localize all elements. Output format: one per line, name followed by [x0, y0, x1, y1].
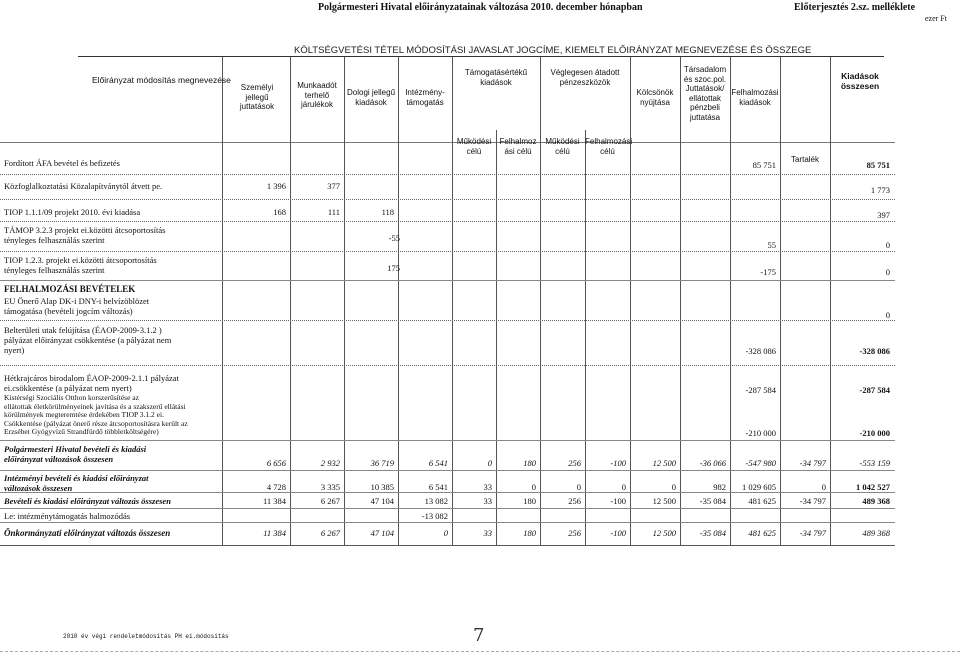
- col-header-material: Dologi jellegű kiadások: [346, 88, 396, 107]
- cell: 11 384: [263, 528, 286, 538]
- row-label-subtotal: Polgármesteri Hivatal bevételi és kiadási előirányzat változások összesen: [4, 444, 147, 464]
- cell: 481 625: [748, 528, 776, 538]
- col-header-capital-2: Felhalmozási célú: [585, 137, 633, 156]
- cell: 12 500: [652, 458, 676, 468]
- cell: 4 728: [266, 482, 286, 492]
- cell-total: 1 773: [870, 185, 890, 195]
- cell: -328 086: [745, 346, 776, 356]
- cell: 6 267: [320, 496, 340, 506]
- cell: 111: [327, 207, 340, 217]
- col-header-social: Társadalom és szoc.pol. Juttatások/ ellátottak pénzbeli juttatása: [683, 65, 727, 122]
- cell: 180: [523, 496, 536, 506]
- cell: 0: [443, 528, 448, 538]
- cell: 0: [621, 482, 626, 492]
- cell: 256: [568, 458, 581, 468]
- cell: -100: [610, 458, 626, 468]
- cell: -34 797: [799, 528, 826, 538]
- col-header-reserve: Tartalék: [790, 155, 819, 164]
- cell: -100: [610, 496, 626, 506]
- cell: -287 584: [745, 385, 776, 395]
- cell: 6 267: [320, 528, 340, 538]
- cell-total: 0: [885, 240, 890, 250]
- row-label: EU Önerő Alap DK-i DNY-i belvízöblözet támogatása (bevételi jogcím változás): [4, 296, 150, 316]
- cell: 10 385: [370, 482, 394, 492]
- cell: 2 932: [320, 458, 340, 468]
- col-header-desc: Előirányzat módosítás megnevezése: [92, 75, 231, 85]
- cell: -34 797: [799, 458, 826, 468]
- table-title: KÖLTSÉGVETÉSI TÉTEL MÓDOSÍTÁSI JAVASLAT JOGCÍME, KIEMELT ELŐIRÁNYZAT MEGNEVEZÉSE ÉS ÖSSZEGE: [294, 45, 812, 56]
- cell: 13 082: [424, 496, 448, 506]
- row-label-grand-total: Önkormányzati előirányzat változás összesen: [4, 528, 171, 538]
- cell: -35 084: [699, 496, 726, 506]
- col-header-capital-1: Felhalmoz ási célú: [499, 137, 537, 156]
- row-label: TIOP 1.2.3. projekt ei.közötti átcsoportosítás tényleges felhasználás szerint: [4, 255, 157, 275]
- cell: 180: [523, 528, 536, 538]
- section-heading: FELHALMOZÁSI BEVÉTELEK: [4, 284, 136, 294]
- cell: 47 104: [370, 528, 394, 538]
- footer-file-name: 2010 év végi rendeletmódosítás PH ei.módosítás: [63, 633, 229, 640]
- cell-total: 397: [877, 210, 890, 220]
- cell-total: -328 086: [859, 346, 890, 356]
- row-label-subtotal: Intézményi bevételi és kiadási előirányzat változások összesen: [4, 473, 149, 493]
- page-title: Polgármesteri Hivatal előirányzatainak változása 2010. december hónapban: [318, 2, 643, 13]
- cell: 118: [381, 207, 394, 217]
- cell: 0: [671, 482, 676, 492]
- cell: 0: [531, 482, 536, 492]
- cell-total: 489 368: [862, 528, 890, 538]
- cell: 3 335: [320, 482, 340, 492]
- cell: 11 384: [262, 496, 286, 506]
- cell-total: 489 368: [862, 496, 890, 506]
- row-label: TÁMOP 3.2.3 projekt ei.közötti átcsoportosítás tényleges felhasználás szerint: [4, 225, 166, 245]
- row-label: Közfoglalkoztatási Közalapítványtól átvett pe.: [4, 181, 163, 191]
- cell: 175: [387, 263, 400, 273]
- col-group-transfers: Véglegesen átadott pénzeszközök: [550, 68, 620, 87]
- cell: -36 066: [699, 458, 726, 468]
- row-label: Fordított ÁFA bevétel és befizetés: [4, 158, 120, 168]
- cell: 377: [327, 181, 340, 191]
- cell: 6 656: [266, 458, 286, 468]
- cell: 6 541: [428, 482, 448, 492]
- cell: 982: [713, 482, 726, 492]
- row-label: Le: intézménytámogatás halmozódás: [4, 511, 131, 521]
- cell: 0: [576, 482, 581, 492]
- cell: 47 104: [370, 496, 394, 506]
- cell: 256: [568, 496, 581, 506]
- cell: 0: [487, 458, 492, 468]
- cell: -13 082: [421, 511, 448, 521]
- cell: -547 980: [745, 458, 776, 468]
- cell-total: -210 000: [859, 428, 890, 438]
- cell: 55: [767, 240, 776, 250]
- col-group-support: Támogatásértékű kiadások: [464, 68, 528, 87]
- cell: 33: [483, 496, 492, 506]
- cell: -35 084: [699, 528, 726, 538]
- cell: 36 719: [370, 458, 394, 468]
- col-header-institution: Intézmény- támogatás: [405, 88, 445, 107]
- page-number: 7: [473, 625, 485, 646]
- cell-total: 0: [885, 310, 890, 320]
- cell-total: 1 042 527: [856, 482, 890, 492]
- cell: 1 029 605: [742, 482, 776, 492]
- col-header-capex: Felhalmozási kiadások: [731, 88, 779, 107]
- cell-total: -553 159: [859, 458, 890, 468]
- cell: -100: [610, 528, 626, 538]
- cell-total: 0: [885, 267, 890, 277]
- row-label-total: Bevételi és kiadási előirányzat változás összesen: [4, 496, 171, 506]
- cell: 481 625: [748, 496, 776, 506]
- cell: -210 000: [745, 428, 776, 438]
- cell: 12 500: [652, 528, 676, 538]
- cell-total: 85 751: [866, 160, 890, 170]
- cell: 1 396: [266, 181, 286, 191]
- col-header-personal: Személyi jellegű juttatások: [239, 83, 275, 111]
- attachment-label: Előterjesztés 2.sz. melléklete: [794, 2, 916, 13]
- unit-label: ezer Ft: [925, 14, 947, 23]
- col-header-operating-1: Működési célú: [456, 137, 492, 156]
- cell: -55: [388, 233, 400, 243]
- cell: 0: [821, 482, 826, 492]
- col-header-employer: Munkaadót terhelő járulékok: [297, 81, 337, 109]
- cell: 12 500: [652, 496, 676, 506]
- cell: 6 541: [428, 458, 448, 468]
- row-label: Kistérségi Szociális Otthon korszerűsítése az ellátottak életkörülményeinek javítása és a szakszerű ellátási körülmények megteremtése érdekében TIOP 3.1.2 ei. Csökkentése (pályázat önerő része átcsoportosításra került az Erzsébet Gyógyvízű Strandfürdő többletköltségére): [4, 393, 188, 436]
- cell: 168: [273, 207, 286, 217]
- cell: 33: [483, 528, 492, 538]
- row-label: Belterületi utak felújítása (ÉAOP-2009-3.1.2 ) pályázat előirányzat csökkentése (a pályázat nem nyert): [4, 325, 172, 355]
- cell: 256: [568, 528, 581, 538]
- row-label: TIOP 1.1.1/09 projekt 2010. évi kiadása: [4, 207, 141, 217]
- cell: 33: [483, 482, 492, 492]
- col-header-loans: Kölcsönök nyújtása: [636, 88, 674, 107]
- cell-total: -287 584: [859, 385, 890, 395]
- col-header-total: Kiadások összesen: [840, 71, 880, 91]
- cell: -34 797: [799, 496, 826, 506]
- cell: 85 751: [752, 160, 776, 170]
- cell: -175: [760, 267, 776, 277]
- col-header-operating-2: Működési célú: [545, 137, 580, 156]
- cell: 180: [523, 458, 536, 468]
- row-label: Hétkrajcáros birodalom ÉAOP-2009-2.1.1 pályázat ei.csökkentése (a pályázat nem nyert): [4, 373, 179, 393]
